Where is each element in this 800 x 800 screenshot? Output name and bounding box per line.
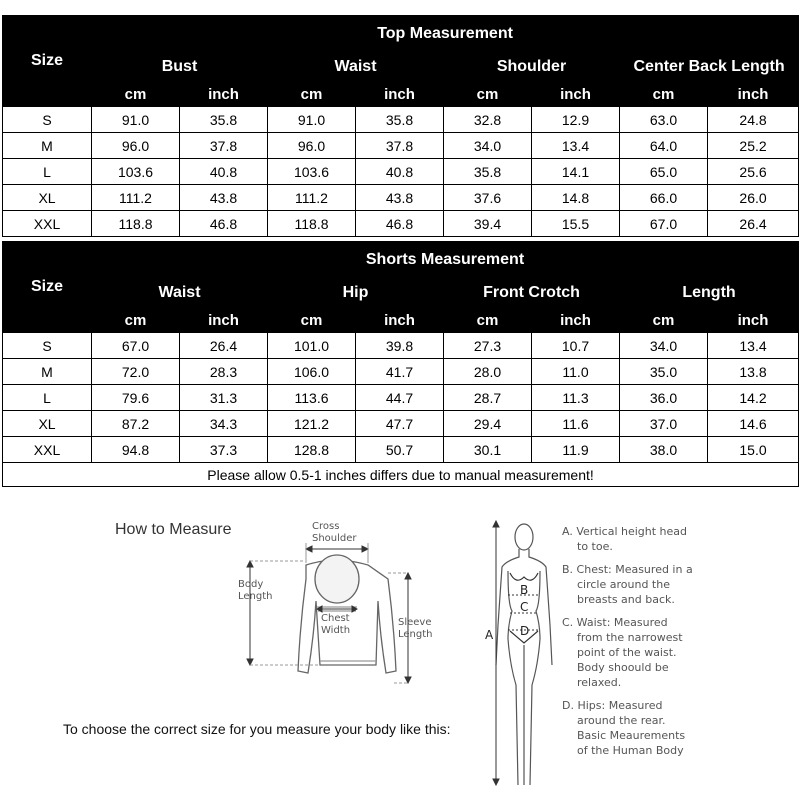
value-cell: 43.8 xyxy=(356,185,444,211)
value-cell: 66.0 xyxy=(620,185,708,211)
table-row xyxy=(3,107,799,133)
value-cell: 37.3 xyxy=(180,437,268,463)
value-cell: 25.2 xyxy=(708,133,799,159)
value-cell: 11.9 xyxy=(532,437,620,463)
value-cell: 96.0 xyxy=(268,133,356,159)
unit-header: cm xyxy=(268,83,356,107)
size-cell: XXL xyxy=(3,211,92,237)
value-cell: 79.6 xyxy=(92,385,180,411)
group-header: Length xyxy=(620,278,799,309)
chest-width-label: Chest xyxy=(321,613,350,624)
value-cell: 39.8 xyxy=(356,333,444,359)
value-cell: 14.2 xyxy=(708,385,799,411)
unit-header: inch xyxy=(180,83,268,107)
value-cell: 118.8 xyxy=(268,211,356,237)
sleeve-length-label: Sleeve xyxy=(398,617,432,628)
unit-header: inch xyxy=(180,309,268,333)
group-header: Waist xyxy=(92,278,268,309)
value-cell: 38.0 xyxy=(620,437,708,463)
guide-line: breasts and back. xyxy=(577,593,675,606)
body-letter-b: B xyxy=(520,583,529,597)
unit-header: inch xyxy=(356,83,444,107)
value-cell: 37.0 xyxy=(620,411,708,437)
value-cell: 34.0 xyxy=(620,333,708,359)
group-header: Waist xyxy=(268,52,444,83)
value-cell: 26.0 xyxy=(708,185,799,211)
group-header: Hip xyxy=(268,278,444,309)
value-cell: 64.0 xyxy=(620,133,708,159)
body-letter-a: A xyxy=(485,628,494,642)
guide-line: around the rear. xyxy=(577,714,666,727)
unit-header: cm xyxy=(444,83,532,107)
value-cell: 15.5 xyxy=(532,211,620,237)
value-cell: 31.3 xyxy=(180,385,268,411)
shorts-measurement-table xyxy=(2,241,799,487)
body-length-label: Body xyxy=(238,579,264,590)
value-cell: 96.0 xyxy=(92,133,180,159)
group-header: Center Back Length xyxy=(620,52,799,83)
value-cell: 46.8 xyxy=(180,211,268,237)
value-cell: 37.8 xyxy=(356,133,444,159)
size-cell: L xyxy=(3,385,92,411)
unit-header: cm xyxy=(92,309,180,333)
table-row xyxy=(3,385,799,411)
value-cell: 13.4 xyxy=(532,133,620,159)
top-measurement-table xyxy=(2,15,799,237)
unit-header: cm xyxy=(444,309,532,333)
body-letter-d: D xyxy=(520,624,530,638)
value-cell: 101.0 xyxy=(268,333,356,359)
value-cell: 40.8 xyxy=(180,159,268,185)
value-cell: 26.4 xyxy=(708,211,799,237)
value-cell: 111.2 xyxy=(92,185,180,211)
value-cell: 12.9 xyxy=(532,107,620,133)
size-header: Size xyxy=(3,242,92,333)
value-cell: 72.0 xyxy=(92,359,180,385)
value-cell: 13.8 xyxy=(708,359,799,385)
size-cell: XXL xyxy=(3,437,92,463)
value-cell: 11.6 xyxy=(532,411,620,437)
top-table-title: Top Measurement xyxy=(92,16,799,52)
shorts-table-title: Shorts Measurement xyxy=(92,242,799,278)
size-cell: XL xyxy=(3,185,92,211)
unit-header: cm xyxy=(620,83,708,107)
unit-header: inch xyxy=(532,309,620,333)
unit-header: cm xyxy=(620,309,708,333)
guide-line: Basic Meaurements xyxy=(577,729,686,742)
value-cell: 26.4 xyxy=(180,333,268,359)
unit-header: inch xyxy=(356,309,444,333)
guide-item xyxy=(562,615,797,690)
value-cell: 65.0 xyxy=(620,159,708,185)
measurement-note: Please allow 0.5-1 inches differs due to manual measurement! xyxy=(3,463,799,487)
size-cell: S xyxy=(3,333,92,359)
value-cell: 106.0 xyxy=(268,359,356,385)
instruction-text: To choose the correct size for you measure your body like this: xyxy=(63,721,451,737)
sleeve-length-label: Length xyxy=(398,629,433,640)
value-cell: 28.3 xyxy=(180,359,268,385)
value-cell: 67.0 xyxy=(92,333,180,359)
guide-line: circle around the xyxy=(577,578,670,591)
unit-header: inch xyxy=(708,83,799,107)
size-cell: M xyxy=(3,133,92,159)
chest-width-label: Width xyxy=(321,625,351,636)
table-row xyxy=(3,333,799,359)
cross-shoulder-label: Shoulder xyxy=(312,533,357,544)
value-cell: 36.0 xyxy=(620,385,708,411)
value-cell: 32.8 xyxy=(444,107,532,133)
value-cell: 11.3 xyxy=(532,385,620,411)
value-cell: 128.8 xyxy=(268,437,356,463)
value-cell: 103.6 xyxy=(92,159,180,185)
table-row xyxy=(3,359,799,385)
value-cell: 13.4 xyxy=(708,333,799,359)
value-cell: 14.6 xyxy=(708,411,799,437)
guide-line: A. Vertical height head xyxy=(562,525,688,538)
value-cell: 44.7 xyxy=(356,385,444,411)
value-cell: 113.6 xyxy=(268,385,356,411)
guide-line: to toe. xyxy=(577,540,613,553)
value-cell: 11.0 xyxy=(532,359,620,385)
measure-guide xyxy=(562,524,797,766)
guide-line: Body shoould be xyxy=(577,661,669,674)
value-cell: 47.7 xyxy=(356,411,444,437)
value-cell: 91.0 xyxy=(268,107,356,133)
guide-item xyxy=(562,698,797,758)
value-cell: 37.8 xyxy=(180,133,268,159)
guide-item xyxy=(562,562,797,607)
value-cell: 35.8 xyxy=(356,107,444,133)
value-cell: 30.1 xyxy=(444,437,532,463)
body-letter-c: C xyxy=(520,600,529,614)
table-row xyxy=(3,159,799,185)
value-cell: 35.0 xyxy=(620,359,708,385)
value-cell: 87.2 xyxy=(92,411,180,437)
guide-item xyxy=(562,524,797,554)
body-measure-figure xyxy=(478,515,558,795)
value-cell: 46.8 xyxy=(356,211,444,237)
unit-header: cm xyxy=(268,309,356,333)
value-cell: 25.6 xyxy=(708,159,799,185)
value-cell: 14.1 xyxy=(532,159,620,185)
value-cell: 34.3 xyxy=(180,411,268,437)
value-cell: 41.7 xyxy=(356,359,444,385)
value-cell: 111.2 xyxy=(268,185,356,211)
guide-line: point of the waist. xyxy=(577,646,677,659)
value-cell: 14.8 xyxy=(532,185,620,211)
value-cell: 43.8 xyxy=(180,185,268,211)
value-cell: 28.7 xyxy=(444,385,532,411)
body-length-label: Length xyxy=(238,591,273,602)
value-cell: 28.0 xyxy=(444,359,532,385)
table-row xyxy=(3,411,799,437)
guide-line: C. Waist: Measured xyxy=(562,616,668,629)
value-cell: 10.7 xyxy=(532,333,620,359)
value-cell: 37.6 xyxy=(444,185,532,211)
guide-line: B. Chest: Measured in a xyxy=(562,563,693,576)
value-cell: 24.8 xyxy=(708,107,799,133)
value-cell: 118.8 xyxy=(92,211,180,237)
group-header: Shoulder xyxy=(444,52,620,83)
group-header: Front Crotch xyxy=(444,278,620,309)
how-to-measure-heading: How to Measure xyxy=(115,521,232,538)
value-cell: 91.0 xyxy=(92,107,180,133)
guide-line: from the narrowest xyxy=(577,631,683,644)
table-row xyxy=(3,185,799,211)
value-cell: 35.8 xyxy=(444,159,532,185)
size-cell: S xyxy=(3,107,92,133)
table-row xyxy=(3,437,799,463)
value-cell: 15.0 xyxy=(708,437,799,463)
value-cell: 40.8 xyxy=(356,159,444,185)
unit-header: cm xyxy=(92,83,180,107)
value-cell: 29.4 xyxy=(444,411,532,437)
guide-line: of the Human Body xyxy=(577,744,684,757)
table-row xyxy=(3,211,799,237)
value-cell: 63.0 xyxy=(620,107,708,133)
size-cell: XL xyxy=(3,411,92,437)
value-cell: 67.0 xyxy=(620,211,708,237)
size-header: Size xyxy=(3,16,92,107)
value-cell: 94.8 xyxy=(92,437,180,463)
value-cell: 39.4 xyxy=(444,211,532,237)
value-cell: 34.0 xyxy=(444,133,532,159)
shirt-measure-diagram xyxy=(228,515,448,705)
value-cell: 50.7 xyxy=(356,437,444,463)
cross-shoulder-label: Cross xyxy=(312,521,340,532)
value-cell: 103.6 xyxy=(268,159,356,185)
guide-line: D. Hips: Measured xyxy=(562,699,663,712)
value-cell: 35.8 xyxy=(180,107,268,133)
value-cell: 121.2 xyxy=(268,411,356,437)
table-row xyxy=(3,133,799,159)
size-cell: L xyxy=(3,159,92,185)
size-cell: M xyxy=(3,359,92,385)
group-header: Bust xyxy=(92,52,268,83)
unit-header: inch xyxy=(532,83,620,107)
unit-header: inch xyxy=(708,309,799,333)
value-cell: 27.3 xyxy=(444,333,532,359)
guide-line: relaxed. xyxy=(577,676,622,689)
